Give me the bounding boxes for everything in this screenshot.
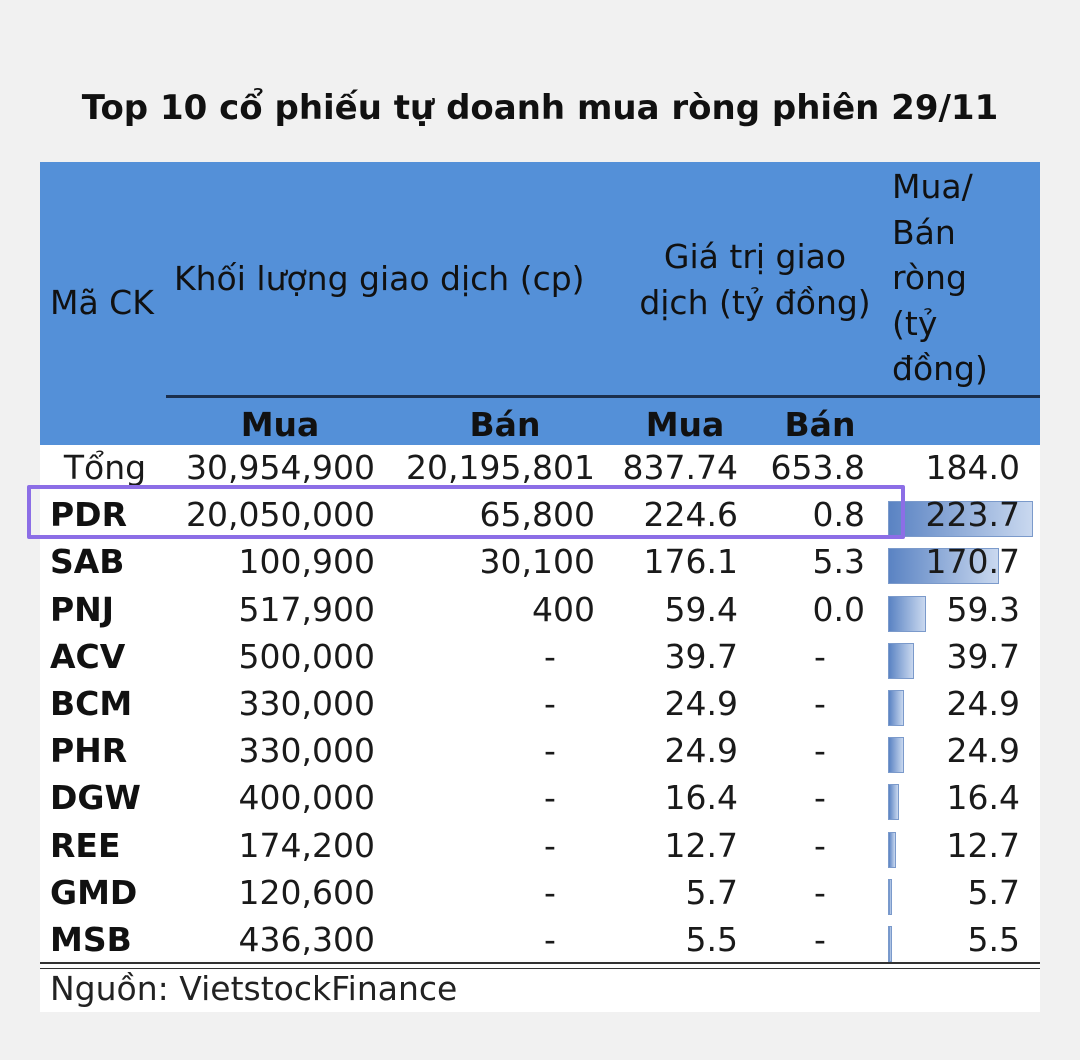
header-val-sell: Bán: [784, 405, 856, 444]
header-net-line: Bán: [892, 212, 956, 252]
cell-val-sell: 653.8: [770, 448, 865, 487]
cell-val-buy: 59.4: [664, 589, 738, 629]
cell-net: 39.7: [946, 636, 1020, 676]
cell-vol-sell: -: [544, 684, 556, 723]
cell-vol-sell: 20,195,801: [406, 448, 595, 487]
header-net-line: ròng: [892, 258, 967, 298]
header-net: [892, 164, 988, 392]
highlight-box: [27, 485, 905, 539]
cell-vol-sell: -: [544, 636, 556, 676]
cell-val-sell: -: [814, 636, 826, 676]
cell-net: 184.0: [925, 448, 1020, 487]
cell-val-sell: -: [814, 825, 826, 865]
cell-vol-sell: 400: [532, 589, 595, 629]
cell-vol-buy: 500,000: [238, 636, 375, 676]
cell-vol-sell: -: [544, 731, 556, 771]
header-vol-buy: Mua: [240, 405, 320, 444]
cell-vol-sell: -: [544, 825, 556, 865]
cell-val-sell: 0.0: [812, 589, 865, 629]
cell-val-buy: 39.7: [664, 636, 738, 676]
cell-val-buy: 24.9: [664, 731, 738, 771]
cell-vol-sell: -: [544, 920, 556, 959]
cell-code: PHR: [50, 731, 128, 771]
cell-val-buy: 5.5: [685, 920, 738, 959]
header-code: Mã CK: [50, 283, 154, 322]
cell-vol-buy: 436,300: [238, 920, 375, 959]
cell-vol-sell: -: [544, 778, 556, 818]
cell-val-sell: -: [814, 778, 826, 818]
cell-code: BCM: [50, 684, 133, 723]
cell-val-buy: 12.7: [664, 825, 738, 865]
header-net-line: (tỷ: [892, 303, 938, 343]
cell-code: ACV: [50, 636, 126, 676]
cell-vol-buy: 330,000: [238, 684, 375, 723]
header-net-line: Mua/: [892, 167, 973, 206]
header-net-line: đồng): [892, 349, 988, 389]
cell-vol-buy: 20,050,000: [186, 495, 375, 535]
cell-vol-sell: 30,100: [479, 542, 595, 582]
cell-vol-buy: 517,900: [238, 589, 375, 629]
cell-vol-sell: -: [544, 872, 556, 912]
cell-val-sell: 0.8: [812, 495, 865, 535]
cell-net: 170.7: [925, 542, 1020, 582]
cell-code: PDR: [50, 495, 127, 535]
cell-net: 24.9: [946, 684, 1020, 723]
cell-vol-buy: 400,000: [238, 778, 375, 818]
header-value-line1: Giá trị giao: [663, 237, 847, 276]
cell-code: PNJ: [50, 589, 115, 629]
cell-code: REE: [50, 825, 121, 865]
cell-code: SAB: [50, 542, 125, 582]
cell-net: 24.9: [946, 731, 1020, 771]
cell-val-sell: 5.3: [812, 542, 865, 582]
cell-vol-buy: 100,900: [238, 542, 375, 582]
cell-vol-buy: 174,200: [238, 825, 375, 865]
cell-vol-buy: 120,600: [238, 872, 375, 912]
cell-val-sell: -: [814, 684, 826, 723]
cell-val-buy: 16.4: [664, 778, 738, 818]
table-header: [40, 162, 1040, 445]
header-divider: [166, 395, 1040, 398]
cell-code: DGW: [50, 778, 141, 818]
data-table: [40, 162, 1040, 1012]
bottom-divider: [40, 962, 1040, 964]
cell-vol-buy: 330,000: [238, 731, 375, 771]
header-value-line2: dịch (tỷ đồng): [639, 283, 871, 322]
header-volume: Khối lượng giao dịch (cp): [174, 259, 585, 298]
cell-code: Tổng: [63, 448, 147, 487]
cell-net: 12.7: [946, 825, 1020, 865]
cell-net: 16.4: [946, 778, 1020, 818]
cell-code: GMD: [50, 872, 138, 912]
cell-net: 5.5: [967, 920, 1020, 959]
cell-val-sell: -: [814, 920, 826, 959]
cell-val-buy: 176.1: [643, 542, 738, 582]
header-val-buy: Mua: [645, 405, 725, 444]
source-note: Nguồn: VietstockFinance: [50, 969, 458, 1008]
cell-vol-buy: 30,954,900: [186, 448, 375, 487]
cell-val-buy: 224.6: [643, 495, 738, 535]
cell-net: 5.7: [967, 872, 1020, 912]
cell-val-sell: -: [814, 731, 826, 771]
cell-val-sell: -: [814, 872, 826, 912]
header-vol-sell: Bán: [469, 405, 541, 444]
cell-code: MSB: [50, 920, 132, 959]
cell-vol-sell: 65,800: [479, 495, 595, 535]
cell-net: 59.3: [946, 589, 1020, 629]
cell-val-buy: 5.7: [685, 872, 738, 912]
cell-val-buy: 837.74: [622, 448, 738, 487]
cell-net: 223.7: [925, 495, 1020, 535]
page-title: Top 10 cổ phiếu tự doanh mua ròng phiên 29/11: [81, 88, 999, 128]
cell-val-buy: 24.9: [664, 684, 738, 723]
